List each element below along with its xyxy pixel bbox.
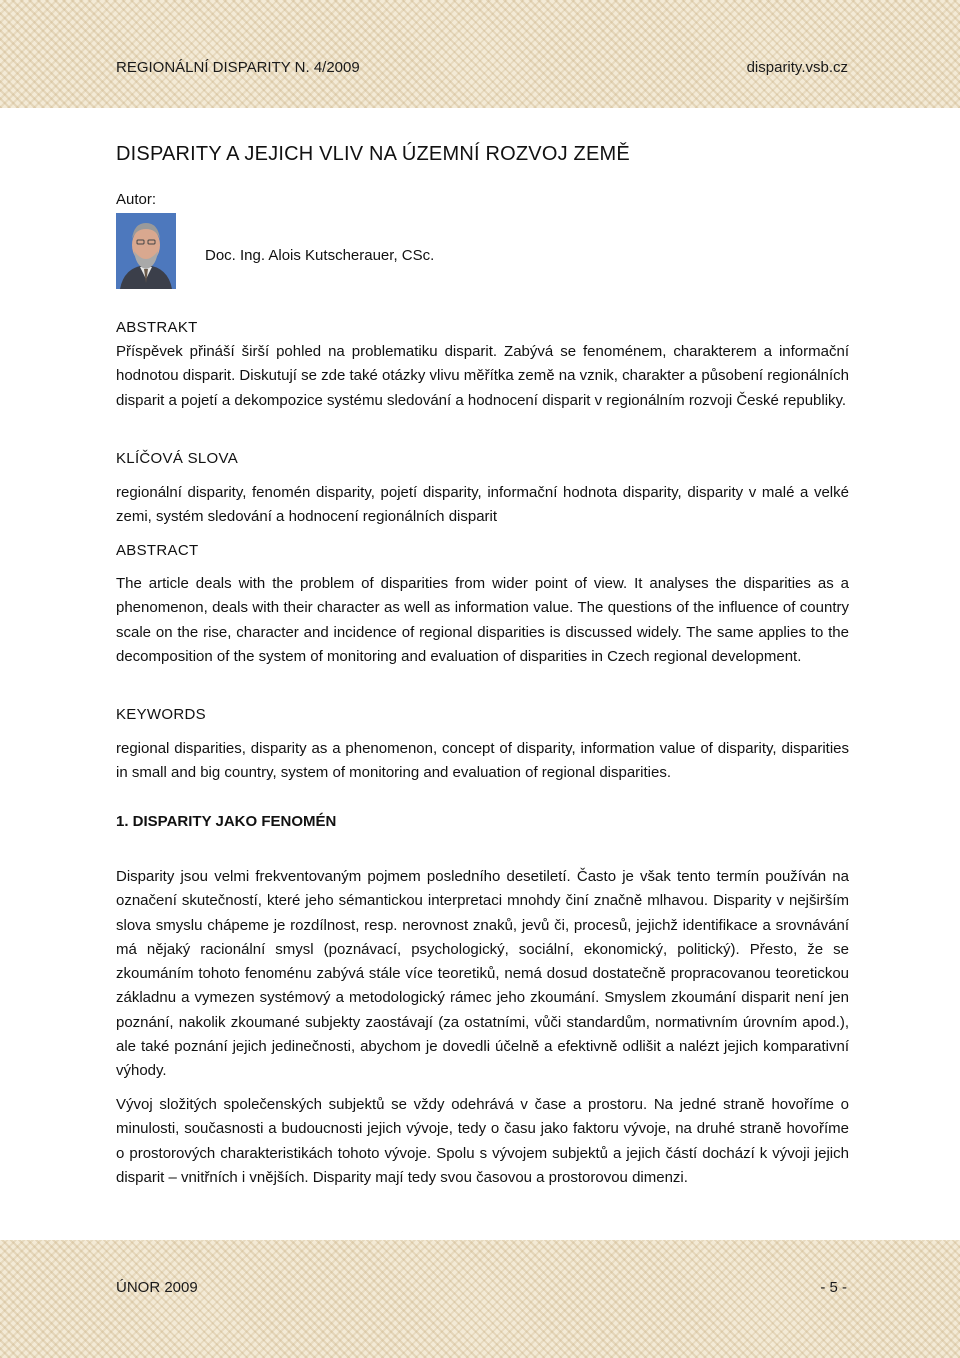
footer-band (0, 1240, 960, 1358)
header-band (0, 0, 960, 108)
journal-website[interactable]: disparity.vsb.cz (746, 59, 848, 76)
author-label: Autor: (116, 191, 157, 208)
author-name: Doc. Ing. Alois Kutscherauer, CSc. (205, 247, 435, 264)
page-number: - 5 - (820, 1279, 847, 1296)
keywords-cz-text: regionální disparity, fenomén disparity, pojetí disparity, informační hodnota disparity, disparity v malé a velké zemi, systém sledování a hodnocení regionálních disparit (116, 484, 849, 526)
abstract-en-text: The article deals with the problem of disparities from wider point of view. It analyses the disparities as a phenomenon, deals with their character as well as information value. The questions of the influence of country scale on the rise, character and incidence of regional disparities is discussed widely. The same applies to the decomposition of the system of monitoring and evaluation of disparities in Czech regional development. (116, 575, 849, 665)
section-1-heading: 1. DISPARITY JAKO FENOMÉN (116, 813, 337, 830)
section-1-paragraph: Vývoj složitých společenských subjektů se vždy odehrává v čase a prostoru. Na jedné straně hovoříme o minulosti, současnosti a budoucnosti jejich vývoje, tedy o času jako faktoru vývoje, na druhé straně hovoříme o prostorových charakteristikách tohoto vývoje. Spolu s vývojem subjektů a jejich částí dochází k vývoji jejich disparit – vnitřních i vnějších. Disparity mají tedy svou časovou a prostorovou dimenzi. (116, 1096, 849, 1186)
footer-date: ÚNOR 2009 (116, 1279, 198, 1296)
abstract-cz-heading: ABSTRAKT (116, 319, 198, 336)
keywords-cz-heading: KLÍČOVÁ SLOVA (116, 450, 239, 467)
abstract-cz-text: Příspěvek přináší širší pohled na problematiku disparit. Zabývá se fenoménem, charakterem a informační hodnotou disparit. Diskutují se zde také otázky vlivu měřítka země na vznik, charakter a působení regionálních disparit a pojetí a dekompozice systému sledování a hodnocení disparit v regionálním rozvoji České republiky. (116, 343, 849, 409)
author-photo (116, 213, 176, 289)
journal-name: REGIONÁLNÍ DISPARITY N. 4/2009 (116, 59, 360, 76)
article-title: DISPARITY A JEJICH VLIV NA ÚZEMNÍ ROZVOJ ZEMĚ (116, 143, 630, 165)
author-portrait-image (116, 213, 176, 289)
keywords-en-text: regional disparities, disparity as a phenomenon, concept of disparity, information value of disparity, disparities in small and big country, system of monitoring and evaluation of regional disparities. (116, 740, 849, 782)
keywords-en-heading: KEYWORDS (116, 706, 206, 723)
section-1-paragraph: Disparity jsou velmi frekventovaným pojmem posledního desetiletí. Často je však tento termín používán na označení skutečností, které jeho sémantickou interpretaci mnohdy činí značně mlhavou. Disparity v nejširším slova smyslu chápeme je rozdílnost, resp. nerovnost znaků, jevů či, procesů, jejichž identifikace a srovnávání má nějaký racionální smysl (poznávací, psychologický, sociální, ekonomický, politický). Přesto, že se zkoumáním tohoto fenoménu zabývá stále více teoretiků, nemá dosud dostatečně propracovanou teoretickou základnu a vymezen systémový a metodologický rámec jeho zkoumání. Smyslem zkoumání disparit není jen poznání, nakolik zkoumané subjekty zaostávají (za ostatními, vůči standardům, normativním úrovním apod.), ale také poznání jejich jedinečnosti, abychom je dovedli účelně a efektivně odlišit a nalézt jejich komparativní výhody. (116, 868, 849, 1080)
abstract-en-heading: ABSTRACT (116, 542, 199, 559)
